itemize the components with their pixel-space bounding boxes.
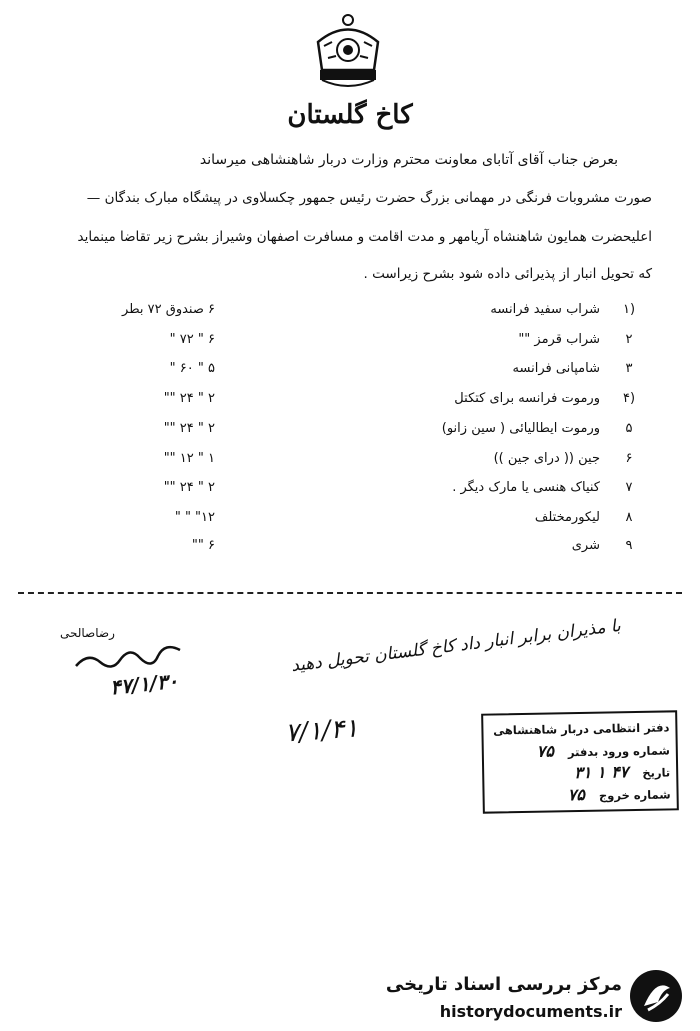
item-number: ۶ [625,451,633,466]
item-quantity: ۶ " ۷۲ " [169,332,215,347]
stamp-entry [490,738,670,763]
item-quantity: ۲ " ۲۴ "" [163,391,215,406]
body-line-4: که تحویل انبار از پذیرائی داده شود بشرح زیراست . [363,266,652,282]
list-item [60,421,640,443]
item-quantity: ۱ " ۱۲ "" [163,451,215,466]
item-quantity: ۱۲" " " [174,510,215,525]
stamp-exit [490,782,670,807]
handwritten-date: ۷/۱/۴۱ [284,713,360,749]
registry-stamp [481,710,679,813]
stamp-date-value: ۴۷ ۱ ۳۱ [574,762,629,783]
body-line-2: صورت مشروبات فرنگی در مهمانی بزرگ حضرت رئیس جمهور چکسلاوی در پیشگاه مبارک بندگان — [86,190,652,206]
item-number: ۲ [625,332,633,347]
item-name: لیکورمختلف [534,510,600,525]
item-number: ۵ [625,421,633,436]
stamp-entry-label: شماره ورود بدفتر [567,743,670,760]
item-name: شراب قرمز "" [518,332,600,347]
section-divider [18,592,682,594]
item-name: ورموت ایطالیائی ( سین زانو) [441,421,600,436]
list-item [60,391,640,413]
stamp-exit-value: ۷۵ [567,784,586,805]
archive-logo-icon [628,968,684,1024]
list-item [60,451,640,473]
stamp-entry-value: ۷۵ [536,741,555,761]
item-quantity: ۶ صندوق ۷۲ بطر [122,302,215,317]
list-item [60,332,640,354]
item-name: جین (( درای جین )) [493,451,600,466]
stamp-date [490,760,670,785]
item-name: شامپانی فرانسه [512,361,600,376]
item-number: ۹ [625,538,633,553]
item-number: ۸ [625,510,633,525]
item-number: ۷ [625,480,633,495]
archive-url: historydocuments.ir [439,1002,622,1021]
handwritten-note: با مذیران برابر انبار داد کاخ گلستان تحویل دهید [290,615,622,677]
signatory-name: رضاصالحی [60,626,115,640]
stamp-title: دفتر انتظامی دربار شاهنشاهی [493,720,670,738]
item-quantity: ۲ " ۲۴ "" [163,421,215,436]
stamp-date-label: تاریخ [642,765,671,780]
item-quantity: ۵ " ۶۰ " [169,361,215,376]
royal-crown-emblem [310,12,386,92]
list-item [60,361,640,383]
body-line-1: بعرض جناب آقای آتابای معاونت محترم وزارت دربار شاهنشاهی میرساند [199,152,618,168]
letterhead-title: کاخ گلستان [287,100,413,130]
item-quantity: ۲ " ۲۴ "" [163,480,215,495]
signature-date: ۴۷/۱/۳۰ [108,668,180,700]
item-number: (۴ [622,391,636,406]
list-item [60,510,640,532]
stamp-exit-label: شماره خروج [598,787,671,803]
archive-name: مرکز بررسی اسناد تاریخی [385,974,622,995]
list-item [60,480,640,502]
item-name: شراب سفید فرانسه [490,302,600,317]
item-name: شری [571,538,600,553]
item-name: ورموت فرانسه برای کتکتل [454,391,600,406]
item-quantity: ۶ "" [191,538,215,553]
item-name: کنیاک هنسی یا مارک دیگر . [452,480,600,495]
item-number: ۳ [625,361,633,376]
list-item [60,302,640,324]
item-number: (۱ [622,302,636,317]
body-line-3: اعلیحضرت همایون شاهنشاه آریامهر و مدت اقامت و مسافرت اصفهان وشیراز بشرح زیر تقاضا مینماید [77,229,652,245]
list-item [60,538,640,560]
